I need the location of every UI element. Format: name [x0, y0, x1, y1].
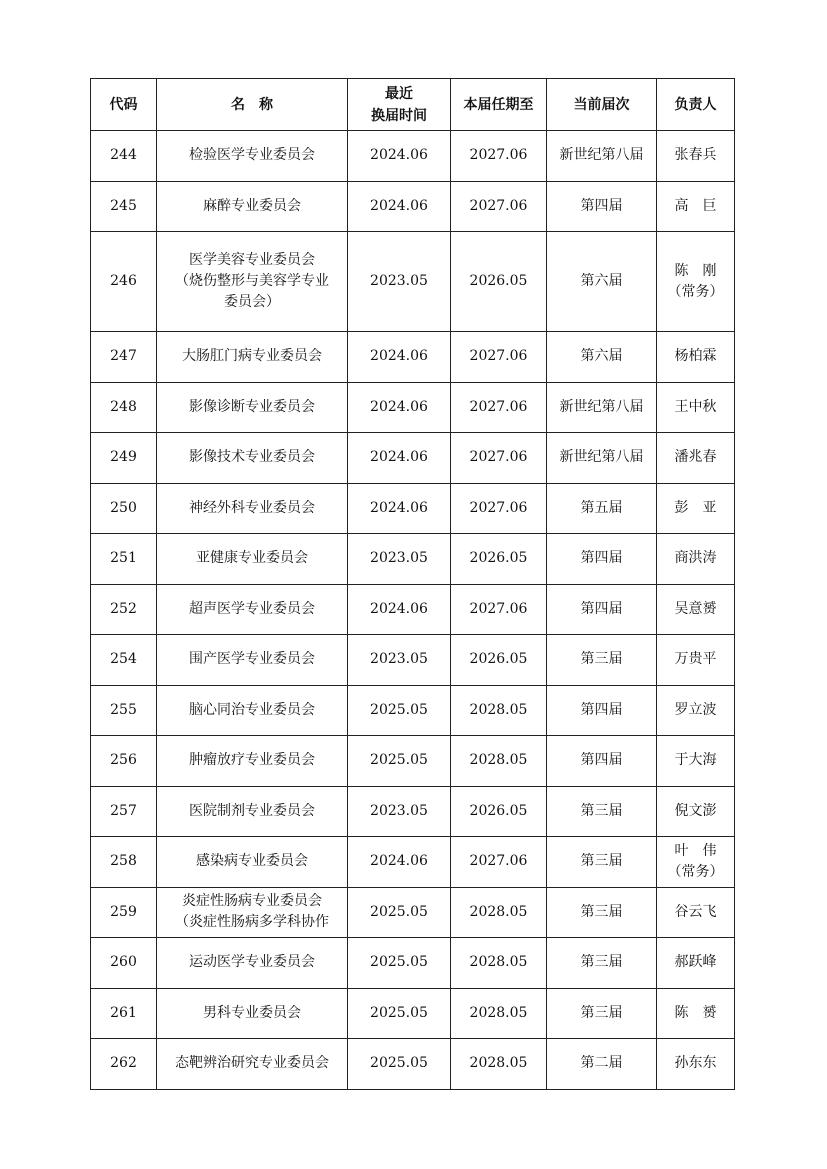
cell-name — [157, 181, 348, 232]
header-recent-line2: 换届时间 — [371, 107, 427, 124]
cell-leader — [657, 887, 735, 938]
table-row — [91, 988, 735, 1039]
cell-session: 第五届 — [547, 483, 657, 534]
cell-code: 257 — [91, 786, 157, 837]
cell-session: 第三届 — [547, 938, 657, 989]
cell-name-line: 超声医学专业委员会 — [189, 600, 315, 617]
cell-session: 第三届 — [547, 837, 657, 888]
header-recent-line1: 最近 — [385, 85, 413, 102]
cell-session: 第四届 — [547, 736, 657, 787]
table-row — [91, 635, 735, 686]
cell-name-line: 运动医学专业委员会 — [189, 954, 315, 971]
cell-name — [157, 938, 348, 989]
cell-name-line: 委员会） — [224, 294, 280, 310]
cell-name-line: 肿瘤放疗专业委员会 — [189, 752, 315, 769]
cell-name-line: 神经外科专业委员会 — [189, 499, 315, 516]
table-row — [91, 685, 735, 736]
cell-term-until: 2027.06 — [451, 837, 547, 888]
table-row — [91, 938, 735, 989]
cell-term-until: 2027.06 — [451, 483, 547, 534]
cell-session: 第六届 — [547, 232, 657, 332]
cell-session: 第三届 — [547, 887, 657, 938]
cell-code: 255 — [91, 685, 157, 736]
table-row — [91, 786, 735, 837]
cell-code: 261 — [91, 988, 157, 1039]
cell-leader — [657, 837, 735, 888]
cell-name — [157, 837, 348, 888]
cell-name — [157, 433, 348, 484]
cell-session: 新世纪第八届 — [547, 382, 657, 433]
cell-leader-line: 孙东东 — [674, 1055, 717, 1072]
cell-recent-change: 2024.06 — [348, 433, 451, 484]
cell-leader-line: （常务） — [667, 283, 724, 300]
cell-name-line: 感染病专业委员会 — [196, 853, 308, 870]
cell-name — [157, 584, 348, 635]
cell-leader-line: 吴意赟 — [674, 600, 717, 617]
cell-recent-change: 2025.05 — [348, 685, 451, 736]
table-row — [91, 131, 735, 182]
cell-session: 第四届 — [547, 584, 657, 635]
cell-leader-line: 于大海 — [674, 752, 717, 769]
cell-leader-line: 王中秋 — [674, 398, 717, 415]
cell-term-until: 2026.05 — [451, 786, 547, 837]
table-row — [91, 433, 735, 484]
table-row — [91, 1039, 735, 1090]
cell-term-until: 2028.05 — [451, 938, 547, 989]
cell-term-until: 2027.06 — [451, 584, 547, 635]
cell-recent-change: 2023.05 — [348, 635, 451, 686]
cell-recent-change: 2024.06 — [348, 483, 451, 534]
cell-name — [157, 332, 348, 383]
cell-name-line: 医院制剂专业委员会 — [189, 802, 315, 819]
cell-session: 新世纪第八届 — [547, 131, 657, 182]
cell-code: 247 — [91, 332, 157, 383]
cell-term-until: 2027.06 — [451, 433, 547, 484]
table-row — [91, 534, 735, 585]
cell-session: 第二届 — [547, 1039, 657, 1090]
cell-leader — [657, 433, 735, 484]
cell-leader-line: 罗立波 — [674, 701, 717, 718]
cell-session: 第四届 — [547, 181, 657, 232]
cell-term-until: 2027.06 — [451, 131, 547, 182]
cell-code: 256 — [91, 736, 157, 787]
cell-term-until: 2027.06 — [451, 181, 547, 232]
table-body — [91, 131, 735, 1090]
cell-leader — [657, 938, 735, 989]
cell-code: 246 — [91, 232, 157, 332]
cell-name-line: 态靶辨治研究专业委员会 — [175, 1055, 329, 1072]
cell-code: 259 — [91, 887, 157, 938]
cell-recent-change: 2024.06 — [348, 332, 451, 383]
cell-name — [157, 1039, 348, 1090]
cell-name-line: 麻醉专业委员会 — [203, 197, 301, 214]
cell-name-line: 大肠肛门病专业委员会 — [182, 348, 322, 365]
cell-recent-change: 2024.06 — [348, 382, 451, 433]
cell-session: 新世纪第八届 — [547, 433, 657, 484]
header-code: 代码 — [91, 79, 157, 131]
cell-name — [157, 736, 348, 787]
cell-recent-change: 2025.05 — [348, 938, 451, 989]
header-leader: 负责人 — [657, 79, 735, 131]
cell-leader-line: 万贵平 — [674, 651, 717, 668]
cell-code: 244 — [91, 131, 157, 182]
cell-leader-line: 潘兆春 — [674, 449, 717, 466]
cell-leader-line: 谷云飞 — [674, 903, 717, 920]
cell-leader — [657, 382, 735, 433]
cell-leader-line: 陈 赟 — [674, 1004, 717, 1021]
cell-term-until: 2026.05 — [451, 635, 547, 686]
cell-name — [157, 685, 348, 736]
cell-term-until: 2026.05 — [451, 534, 547, 585]
cell-code: 245 — [91, 181, 157, 232]
committee-table — [90, 78, 735, 1090]
cell-name-line: 男科专业委员会 — [203, 1004, 301, 1021]
cell-term-until: 2028.05 — [451, 736, 547, 787]
cell-leader — [657, 584, 735, 635]
cell-code: 250 — [91, 483, 157, 534]
cell-leader — [657, 534, 735, 585]
cell-name-line: （炎症性肠病多学科协作 — [175, 914, 329, 931]
cell-session: 第三届 — [547, 786, 657, 837]
table-row — [91, 483, 735, 534]
cell-leader-line: 商洪涛 — [674, 550, 717, 567]
cell-leader-line: 叶 伟 — [674, 842, 717, 859]
cell-name-line: 炎症性肠病专业委员会 — [182, 893, 322, 910]
cell-name-line: 影像诊断专业委员会 — [189, 398, 315, 415]
table-row — [91, 181, 735, 232]
cell-code: 258 — [91, 837, 157, 888]
cell-name — [157, 382, 348, 433]
cell-name-line: 检验医学专业委员会 — [189, 147, 315, 164]
cell-name-line: （烧伤整形与美容学专业 — [175, 273, 329, 289]
header-session: 当前届次 — [547, 79, 657, 131]
cell-name-line: 医学美容专业委员会 — [189, 252, 315, 268]
cell-name — [157, 131, 348, 182]
cell-term-until: 2028.05 — [451, 887, 547, 938]
cell-recent-change: 2025.05 — [348, 887, 451, 938]
cell-recent-change: 2024.06 — [348, 837, 451, 888]
cell-leader-line: 张春兵 — [674, 147, 717, 164]
cell-leader — [657, 1039, 735, 1090]
cell-recent-change: 2025.05 — [348, 988, 451, 1039]
header-recent-change — [348, 79, 451, 131]
cell-name — [157, 483, 348, 534]
cell-leader-line: 郝跃峰 — [674, 954, 717, 971]
table-row — [91, 887, 735, 938]
header-name: 名 称 — [157, 79, 348, 131]
table-row — [91, 232, 735, 332]
cell-name-line: 影像技术专业委员会 — [189, 449, 315, 466]
cell-recent-change: 2023.05 — [348, 534, 451, 585]
cell-recent-change: 2024.06 — [348, 181, 451, 232]
table-row — [91, 837, 735, 888]
cell-leader-line: （常务） — [667, 863, 724, 880]
cell-recent-change: 2024.06 — [348, 584, 451, 635]
table-row — [91, 584, 735, 635]
cell-leader — [657, 786, 735, 837]
cell-recent-change: 2023.05 — [348, 232, 451, 332]
cell-recent-change: 2024.06 — [348, 131, 451, 182]
cell-name — [157, 232, 348, 332]
cell-name — [157, 988, 348, 1039]
header-row — [91, 79, 735, 131]
cell-session: 第三届 — [547, 988, 657, 1039]
cell-recent-change: 2023.05 — [348, 786, 451, 837]
cell-name — [157, 635, 348, 686]
cell-name — [157, 534, 348, 585]
cell-term-until: 2027.06 — [451, 382, 547, 433]
cell-session: 第四届 — [547, 685, 657, 736]
cell-code: 249 — [91, 433, 157, 484]
cell-term-until: 2028.05 — [451, 685, 547, 736]
cell-name — [157, 887, 348, 938]
cell-leader-line: 彭 亚 — [674, 499, 717, 516]
table-row — [91, 382, 735, 433]
cell-code: 254 — [91, 635, 157, 686]
cell-term-until: 2027.06 — [451, 332, 547, 383]
cell-recent-change: 2025.05 — [348, 1039, 451, 1090]
cell-leader — [657, 483, 735, 534]
cell-code: 251 — [91, 534, 157, 585]
cell-name-line: 亚健康专业委员会 — [196, 550, 308, 567]
cell-code: 262 — [91, 1039, 157, 1090]
cell-leader-line: 杨柏霖 — [674, 348, 717, 365]
cell-term-until: 2028.05 — [451, 988, 547, 1039]
table-row — [91, 736, 735, 787]
cell-leader — [657, 232, 735, 332]
cell-code: 252 — [91, 584, 157, 635]
cell-leader — [657, 332, 735, 383]
cell-session: 第六届 — [547, 332, 657, 383]
cell-code: 260 — [91, 938, 157, 989]
cell-session: 第四届 — [547, 534, 657, 585]
cell-leader — [657, 685, 735, 736]
cell-leader — [657, 988, 735, 1039]
cell-name — [157, 786, 348, 837]
cell-leader-line: 倪文澎 — [674, 802, 717, 819]
cell-leader-line: 陈 刚 — [674, 262, 717, 279]
cell-name-line: 围产医学专业委员会 — [189, 651, 315, 668]
cell-code: 248 — [91, 382, 157, 433]
cell-leader — [657, 181, 735, 232]
header-term-until: 本届任期至 — [451, 79, 547, 131]
cell-leader-line: 高 巨 — [674, 197, 717, 214]
cell-leader — [657, 635, 735, 686]
cell-session: 第三届 — [547, 635, 657, 686]
table-row — [91, 332, 735, 383]
cell-name-line: 脑心同治专业委员会 — [189, 701, 315, 718]
cell-leader — [657, 736, 735, 787]
cell-term-until: 2026.05 — [451, 232, 547, 332]
cell-term-until: 2028.05 — [451, 1039, 547, 1090]
cell-recent-change: 2025.05 — [348, 736, 451, 787]
cell-leader — [657, 131, 735, 182]
